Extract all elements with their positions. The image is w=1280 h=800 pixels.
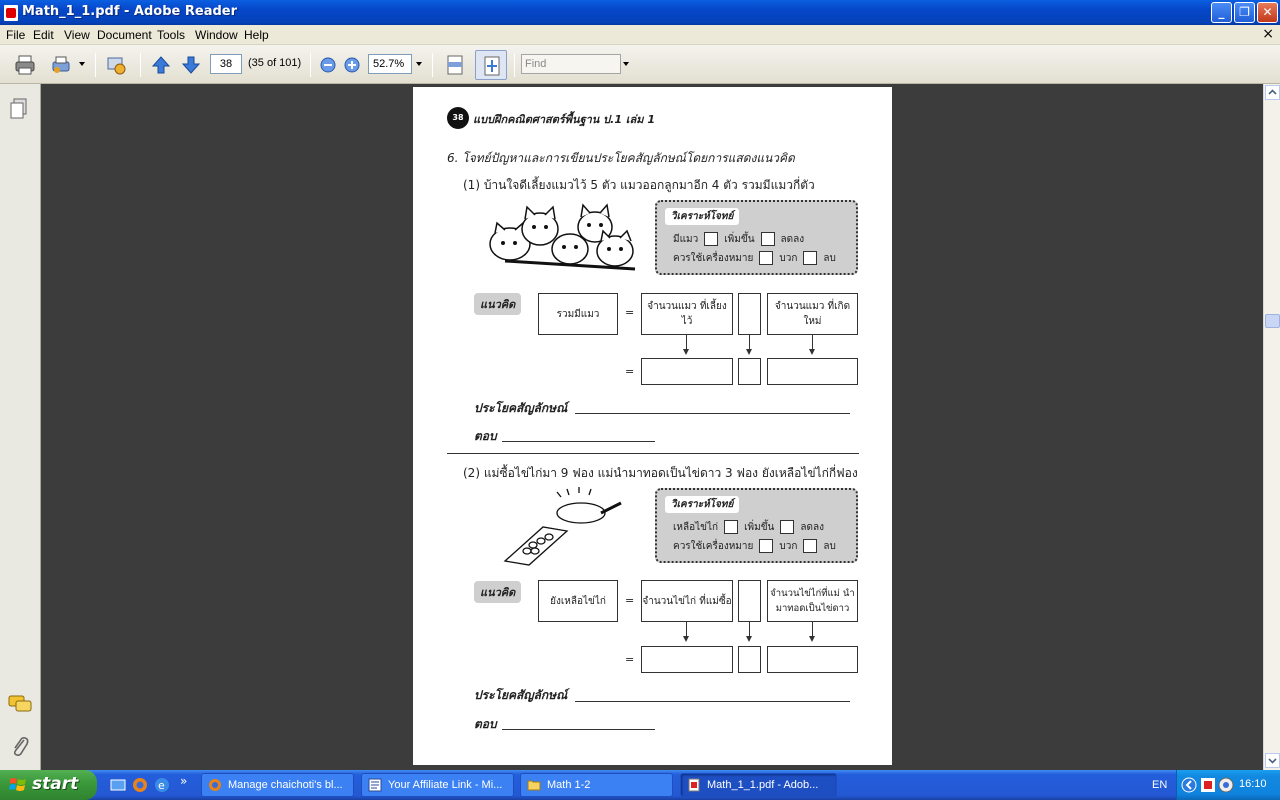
cats-illustration	[485, 199, 645, 279]
analysis-option-label: บวก	[779, 253, 798, 264]
task-label: Manage chaichoti's bl...	[228, 779, 343, 791]
system-tray	[1176, 770, 1280, 800]
result-box: ยังเหลือไข่ไก่	[538, 580, 618, 622]
fit-width-icon[interactable]	[444, 54, 466, 76]
windows-logo-icon	[9, 776, 27, 794]
menu-file[interactable]: File	[6, 28, 26, 42]
start-label: start	[32, 774, 79, 794]
analysis-tag: วิเคราะห์โจทย์	[665, 208, 739, 225]
document-close-icon[interactable]: ×	[1262, 26, 1274, 42]
tray-expand-icon[interactable]	[1181, 777, 1197, 793]
analysis-checkbox[interactable]	[803, 251, 817, 265]
scroll-down-button[interactable]	[1265, 753, 1280, 768]
clock[interactable]: 16:10	[1239, 778, 1267, 790]
menu-edit[interactable]: Edit	[33, 28, 54, 42]
operand-box: จำนวนไข่ไก่ที่แม่ นำมาทอดเป็นไข่ดาว	[767, 580, 858, 622]
answer-label: ตอบ	[474, 717, 497, 731]
answer-line[interactable]	[502, 729, 655, 730]
minimize-button[interactable]: _	[1211, 2, 1232, 23]
answer-operator-box[interactable]	[738, 646, 761, 673]
start-button[interactable]	[0, 770, 97, 800]
previous-page-icon[interactable]	[150, 54, 172, 76]
sentence-label: ประโยคสัญลักษณ์	[474, 688, 568, 702]
operand-box: จำนวนไข่ไก่ ที่แม่ซื้อ	[641, 580, 733, 622]
approach-tag: แนวคิด	[474, 293, 521, 315]
analysis-option-label: มีแมว	[673, 234, 699, 245]
problem-2-analysis-box	[655, 488, 858, 563]
approach-tag: แนวคิด	[474, 581, 521, 603]
ie-quicklaunch-icon[interactable]	[154, 777, 170, 793]
zoom-dropdown-arrow-icon[interactable]	[416, 62, 422, 66]
firefox-quicklaunch-icon[interactable]	[132, 777, 148, 793]
toolbar-separator	[140, 53, 141, 77]
analysis-option-label: ลบ	[823, 253, 836, 264]
taskbar	[0, 770, 1280, 800]
print-options-icon[interactable]	[50, 54, 72, 76]
answer-line[interactable]	[502, 441, 655, 442]
answer-number-box[interactable]	[641, 358, 733, 385]
section-divider	[447, 453, 859, 454]
fit-page-icon	[481, 55, 503, 77]
comments-panel-icon[interactable]	[8, 694, 32, 714]
analysis-checkbox[interactable]	[724, 520, 738, 534]
analysis-option-label: ควรใช้เครื่องหมาย	[673, 541, 754, 552]
word-document-icon	[368, 778, 382, 792]
next-page-icon[interactable]	[180, 54, 202, 76]
pages-panel-icon[interactable]	[9, 98, 29, 120]
result-box: รวมมีแมว	[538, 293, 618, 335]
toolbar-separator	[432, 53, 433, 77]
analysis-option-label: ลดลง	[780, 234, 805, 245]
answer-label: ตอบ	[474, 429, 497, 443]
menu-help[interactable]: Help	[244, 28, 269, 42]
operator-box[interactable]	[738, 293, 761, 335]
svg-text:e: e	[158, 779, 165, 792]
sentence-label: ประโยคสัญลักษณ์	[474, 401, 568, 415]
firefox-icon	[208, 778, 222, 792]
analysis-option-label: เพิ่มขึ้น	[744, 522, 775, 533]
title-bar	[0, 0, 1280, 25]
analysis-option-label: ควรใช้เครื่องหมาย	[673, 253, 754, 264]
taskbar-task-adobe-reader[interactable]	[680, 773, 837, 797]
task-label: Math_1_1.pdf - Adob...	[707, 779, 819, 791]
email-settings-icon[interactable]	[105, 54, 127, 76]
equals-sign: =	[625, 653, 635, 666]
close-button[interactable]: ✕	[1257, 2, 1278, 23]
answer-number-box[interactable]	[767, 646, 858, 673]
maximize-button[interactable]: ❐	[1234, 2, 1255, 23]
analysis-checkbox[interactable]	[759, 539, 773, 553]
toolbar-separator	[514, 53, 515, 77]
adobe-tray-icon[interactable]	[1200, 777, 1216, 793]
page-header: แบบฝึกคณิตศาสตร์พื้นฐาน ป.1 เล่ม 1	[473, 113, 656, 126]
taskbar-task-folder[interactable]	[520, 773, 673, 797]
task-label: Math 1-2	[547, 779, 591, 791]
attachments-panel-icon[interactable]	[10, 734, 30, 758]
language-indicator[interactable]: EN	[1152, 779, 1168, 791]
pdf-page	[413, 87, 892, 765]
equals-sign: =	[625, 594, 635, 607]
analysis-checkbox[interactable]	[704, 232, 718, 246]
problem-1-question: (1) บ้านใจดีเลี้ยงแมวไว้ 5 ตัว แมวออกลูกมาอีก 4 ตัว รวมมีแมวกี่ตัว	[463, 178, 815, 192]
menu-window[interactable]: Window	[195, 28, 238, 42]
operand-box: จำนวนแมว ที่เลี้ยงไว้	[641, 293, 733, 335]
taskbar-task-word[interactable]	[361, 773, 514, 797]
analysis-option-label: เหลือไข่ไก่	[673, 522, 719, 533]
equals-sign: =	[625, 365, 635, 378]
answer-number-box[interactable]	[767, 358, 858, 385]
adobe-reader-icon	[4, 5, 18, 21]
quicklaunch-more-icon[interactable]: »	[180, 774, 188, 788]
vertical-scrollbar[interactable]	[1263, 84, 1280, 770]
analysis-option-label: ลดลง	[800, 522, 825, 533]
toolbar	[0, 45, 1280, 84]
folder-icon	[527, 778, 541, 792]
menu-view[interactable]: View	[64, 28, 90, 42]
problem-2-question: (2) แม่ซื้อไข่ไก่มา 9 ฟอง แม่นำมาทอดเป็นไข่ดาว 3 ฟอง ยังเหลือไข่ไก่กี่ฟอง	[463, 466, 858, 480]
pdf-document-icon	[687, 778, 701, 792]
analysis-checkbox[interactable]	[780, 520, 794, 534]
taskbar-task-firefox[interactable]	[201, 773, 354, 797]
menu-bar	[0, 25, 1280, 45]
analysis-checkbox[interactable]	[759, 251, 773, 265]
find-dropdown-arrow-icon[interactable]	[623, 62, 629, 66]
zoom-out-icon[interactable]	[317, 54, 339, 76]
menu-document[interactable]: Document	[97, 28, 152, 42]
page-number-badge: 38	[447, 107, 469, 129]
toolbar-separator	[310, 53, 311, 77]
chevron-up-icon	[1266, 86, 1279, 99]
equals-sign: =	[625, 306, 635, 319]
analysis-tag: วิเคราะห์โจทย์	[665, 496, 739, 513]
analysis-option-label: ลบ	[823, 541, 836, 552]
analysis-option-label: เพิ่มขึ้น	[724, 234, 755, 245]
document-area[interactable]	[41, 84, 1263, 770]
operand-box: จำนวนแมว ที่เกิดใหม่	[767, 293, 858, 335]
scroll-thumb[interactable]	[1265, 314, 1280, 328]
show-desktop-icon[interactable]	[110, 777, 126, 793]
sentence-answer-line[interactable]	[575, 701, 850, 702]
zoom-level-input[interactable]: 52.7%	[368, 54, 412, 74]
find-input[interactable]: Find	[521, 54, 621, 74]
print-icon[interactable]	[14, 54, 36, 76]
analysis-checkbox[interactable]	[803, 539, 817, 553]
fit-page-button[interactable]	[475, 50, 507, 80]
page-number-input[interactable]: 38	[210, 54, 242, 74]
eggs-illustration	[503, 487, 623, 567]
answer-number-box[interactable]	[641, 646, 733, 673]
navigation-panel	[0, 84, 41, 770]
toolbar-separator	[95, 53, 96, 77]
answer-operator-box[interactable]	[738, 358, 761, 385]
menu-tools[interactable]: Tools	[157, 28, 186, 42]
zoom-in-icon[interactable]	[341, 54, 363, 76]
page-count-label: (35 of 101)	[248, 57, 302, 69]
scroll-up-button[interactable]	[1265, 85, 1280, 100]
sentence-answer-line[interactable]	[575, 413, 850, 414]
analysis-option-label: บวก	[779, 541, 798, 552]
section-title: 6. โจทย์ปัญหาและการเขียนประโยคสัญลักษณ์โดยการแสดงแนวคิด	[447, 151, 795, 165]
chevron-down-icon	[1266, 754, 1279, 767]
print-dropdown-arrow-icon[interactable]	[79, 62, 85, 66]
operator-box[interactable]	[738, 580, 761, 622]
window-title: Math_1_1.pdf - Adobe Reader	[22, 4, 238, 19]
network-tray-icon[interactable]	[1218, 777, 1234, 793]
problem-1-analysis-box	[655, 200, 858, 275]
task-label: Your Affiliate Link - Mi...	[388, 779, 503, 791]
analysis-checkbox[interactable]	[761, 232, 775, 246]
